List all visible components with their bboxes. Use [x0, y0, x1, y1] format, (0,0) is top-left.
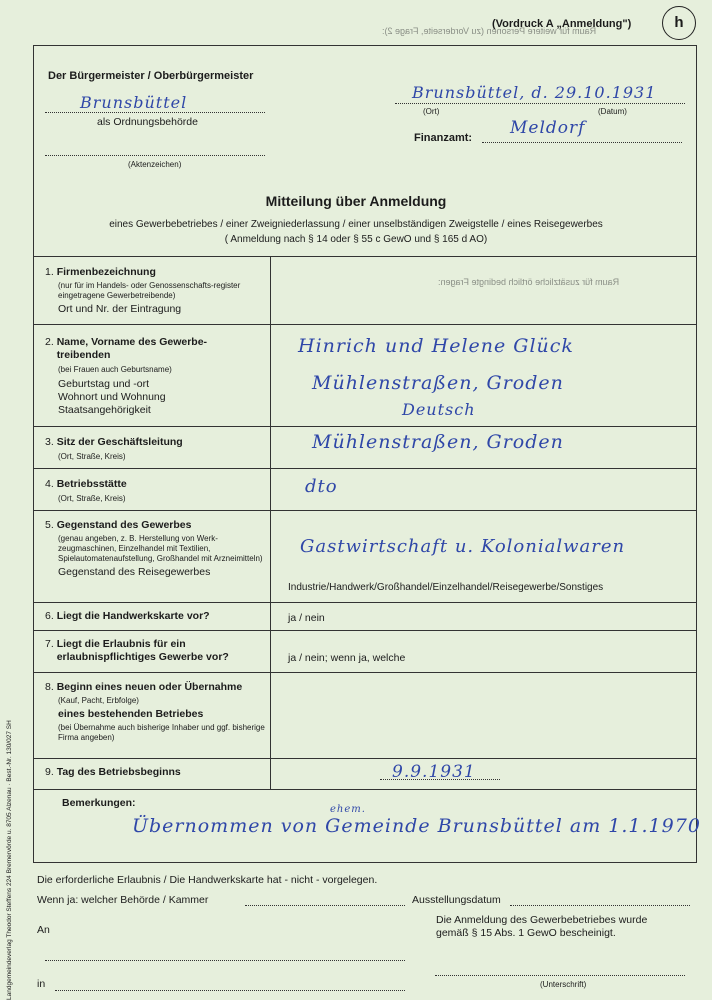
row-1-note: (nur für im Handels- oder Genossenschafts-register eingetragene Gewerbetreibende)	[58, 281, 241, 300]
row-5-note: (genau angeben, z. B. Herstellung von Werk-zeugmaschinen, Einzelhandel mit Textilien, Spielautomatenaufstellung, Großhandel mit Arzneimitteln)	[58, 534, 263, 563]
row-line-6	[33, 630, 697, 631]
footer-line-2: Wenn ja: welcher Behörde / Kammer	[37, 894, 209, 906]
row-line-9	[33, 789, 697, 790]
row-line-4	[33, 510, 697, 511]
file-ref-label: (Aktenzeichen)	[128, 160, 182, 169]
tax-office-handwritten: Meldorf	[510, 118, 586, 138]
remarks-handwritten: Übernommen von Gemeinde Brunsbüttel am 1.1.1970	[132, 815, 701, 837]
row-2-extra2: Wohnort und Wohnung	[58, 391, 166, 403]
row-6-num: 6.	[45, 610, 54, 622]
row-5-num: 5.	[45, 519, 54, 531]
place-label: (Ort)	[423, 107, 440, 116]
row-2-handwritten-address: Mühlenstraßen, Groden	[312, 372, 564, 394]
row-4-title: Betriebsstätte	[56, 478, 127, 490]
an-line-1	[45, 960, 405, 961]
mirrored-bleed-text-top: Raum für weitere Personen (zu Vorderseite, Frage 2):	[382, 26, 597, 36]
row-2-note: (bei Frauen auch Geburtsname)	[58, 365, 172, 374]
corner-letter-badge	[662, 6, 696, 40]
signature-label: (Unterschrift)	[540, 980, 587, 989]
row-8-title: Beginn eines neuen oder Übernahme	[56, 681, 243, 693]
confirm-line-2: gemäß § 15 Abs. 1 GewO bescheinigt.	[436, 927, 616, 939]
row-6-title: Liegt die Handwerkskarte vor?	[56, 610, 210, 622]
remarks-insert: ehem.	[330, 804, 366, 815]
confirm-line-1: Die Anmeldung des Gewerbebetriebes wurde	[436, 914, 648, 926]
footer-line-1: Die erforderliche Erlaubnis / Die Handwerkskarte hat - nicht - vorgelegen.	[37, 874, 378, 886]
row-6	[45, 610, 267, 623]
row-2-handwritten-nationality: Deutsch	[402, 400, 476, 419]
row-9-line	[380, 779, 500, 780]
row-1-extra: Ort und Nr. der Eintragung	[58, 303, 182, 315]
row-1	[45, 266, 267, 316]
authority-title: Der Bürgermeister / Oberbürgermeister	[48, 70, 254, 82]
row-3-num: 3.	[45, 436, 54, 448]
tax-office-label: Finanzamt:	[414, 132, 473, 144]
authority-handwritten: Brunsbüttel	[80, 93, 188, 112]
form-subtitle-1: eines Gewerbebetriebes / einer Zweigniederlassung / einer unselbständigen Zweigstelle / eines Reisegewerbes	[109, 219, 603, 230]
row-3-title: Sitz der Geschäftsleitung	[56, 436, 183, 448]
row-4-note: (Ort, Straße, Kreis)	[58, 494, 126, 503]
row-4-num: 4.	[45, 478, 54, 490]
remarks-label: Bemerkungen:	[62, 797, 136, 809]
form-title: Mitteilung über Anmeldung	[265, 193, 447, 209]
table-divider	[270, 256, 271, 789]
date-label: (Datum)	[598, 107, 627, 116]
row-line-5	[33, 602, 697, 603]
row-2-num: 2.	[45, 336, 54, 348]
row-8-num: 8.	[45, 681, 54, 693]
mirrored-bleed-text-row1: Raum für zusätzliche örtlich bedingte Fragen:	[438, 277, 620, 287]
row-9-num: 9.	[45, 766, 54, 778]
row-5-options: Industrie/Handwerk/Großhandel/Einzelhandel/Reisegewerbe/Sonstiges	[288, 582, 604, 593]
row-3	[45, 436, 267, 462]
row-9-handwritten: 9.9.1931	[392, 762, 476, 782]
row-line-2	[33, 426, 697, 427]
issue-date-line	[510, 905, 690, 906]
row-6-answer: ja / nein	[288, 612, 325, 624]
tax-office-line	[482, 142, 682, 143]
authority-chamber-line	[245, 905, 405, 906]
row-2	[45, 336, 267, 417]
place-date-handwritten: Brunsbüttel, d. 29.10.1931	[412, 83, 657, 102]
row-1-title: Firmenbezeichnung	[56, 266, 156, 278]
authority-line	[45, 112, 265, 113]
row-2-title: Name, Vorname des Gewerbe-treibenden	[56, 336, 208, 361]
row-4	[45, 478, 267, 504]
signature-line	[435, 975, 685, 976]
form-subtitle-2: ( Anmeldung nach § 14 oder § 55 c GewO und § 165 d AO)	[224, 234, 488, 245]
row-2-handwritten-name: Hinrich und Helene Glück	[298, 335, 574, 357]
row-8-extra: eines bestehenden Betriebes	[58, 708, 204, 720]
place-date-line	[395, 103, 685, 104]
row-7-num: 7.	[45, 638, 54, 650]
row-3-handwritten: Mühlenstraßen, Groden	[312, 431, 564, 453]
row-line-7	[33, 672, 697, 673]
row-5	[45, 519, 267, 579]
issue-date-label: Ausstellungsdatum	[412, 894, 501, 906]
row-9	[45, 766, 267, 779]
corner-letter: h	[674, 14, 684, 31]
row-line-8	[33, 758, 697, 759]
row-7-title: Liegt die Erlaubnis für ein erlaubnispflichtiges Gewerbe vor?	[56, 638, 229, 663]
row-9-title: Tag des Betriebsbeginns	[56, 766, 181, 778]
row-7-answer: ja / nein; wenn ja, welche	[288, 652, 406, 664]
row-5-title: Gegenstand des Gewerbes	[56, 519, 192, 531]
an-label: An	[37, 924, 50, 936]
row-8-note: (Kauf, Pacht, Erbfolge)	[58, 696, 139, 705]
row-8-note2: (bei Übernahme auch bisherige Inhaber und ggf. bisherige Firma angeben)	[58, 723, 265, 742]
printer-imprint-text: Landgemeindeverlag Theodor Steffens 224 Bremervörde u. 8705 Alzenau · Best.-Nr. 130/027 SH	[6, 720, 13, 1000]
row-4-handwritten: dto	[305, 476, 338, 497]
row-1-num: 1.	[45, 266, 54, 278]
in-line	[55, 990, 405, 991]
file-ref-line	[45, 155, 265, 156]
row-2-extra3: Staatsangehörigkeit	[58, 404, 151, 416]
row-line-1	[33, 324, 697, 325]
table-top-line	[33, 256, 697, 257]
row-5-handwritten: Gastwirtschaft u. Kolonialwaren	[300, 536, 626, 557]
authority-subtitle: als Ordnungsbehörde	[97, 116, 198, 128]
row-2-extra: Geburtstag und -ort	[58, 378, 150, 390]
row-5-extra: Gegenstand des Reisegewerbes	[58, 566, 211, 578]
in-label: in	[37, 978, 46, 990]
form-label: (Vordruck A „Anmeldung")	[492, 18, 632, 30]
printer-imprint	[6, 720, 13, 1000]
row-3-note: (Ort, Straße, Kreis)	[58, 452, 126, 461]
row-7	[45, 638, 267, 664]
row-8	[45, 681, 267, 743]
row-line-3	[33, 468, 697, 469]
